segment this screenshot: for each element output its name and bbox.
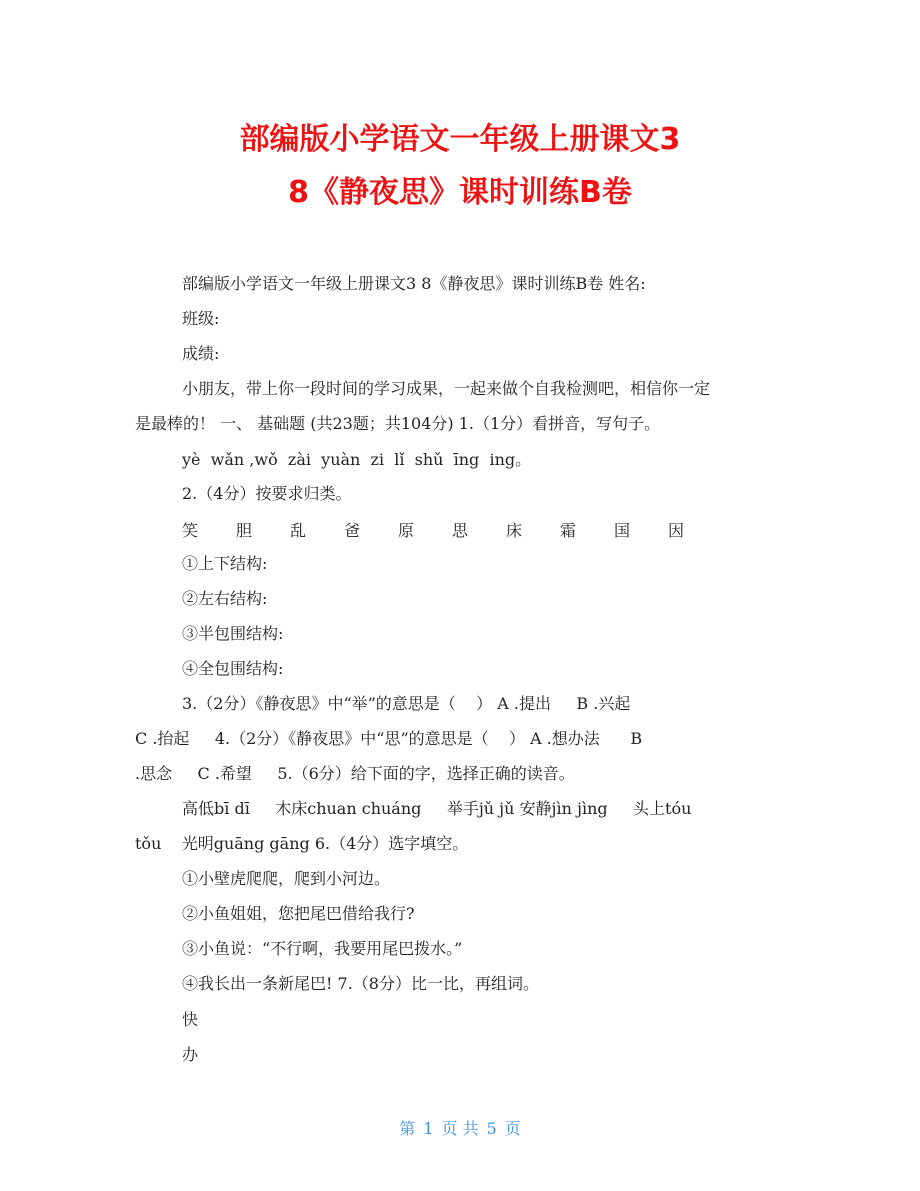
q2-char: 爸 <box>344 521 361 540</box>
q2-char: 笑 <box>182 521 199 540</box>
q6-item: ③小鱼说：“不行啊，我要用尾巴拨水。” <box>182 939 463 958</box>
q2-char: 思 <box>452 521 469 540</box>
q5-prompt-line: .思念 C .希望 5.（6分）给下面的字，选择正确的读音。 <box>135 764 575 783</box>
q5-options-line1: 高低bī dī 木床chuan chuáng 举手jǔ jǔ 安静jìn jìng 头上tóu <box>182 799 692 818</box>
q3-line: 3.（2分）《静夜思》中“举”的意思是（ ） A .提出 B .兴起 <box>182 694 631 713</box>
q1-pinyin: yè wǎn ,wǒ zài yuàn zi lǐ shǔ īng ing。 <box>182 450 532 469</box>
q6-item: ④我长出一条新尾巴! 7.（8分）比一比，再组词。 <box>182 974 539 993</box>
q4-line: C .抬起 4.（2分）《静夜思》中“思”的意思是（ ） A .想办法 B <box>135 729 643 748</box>
intro-line2: 是最棒的！ 一、 基础题 (共23题；共104分) 1.（1分）看拼音，写句子。 <box>135 414 661 433</box>
q2-item: ①上下结构: <box>182 554 268 573</box>
doc-info-line: 部编版小学语文一年级上册课文3 8《静夜思》课时训练B卷 姓名: <box>182 274 646 293</box>
q6-item: ①小壁虎爬爬，爬到小河边。 <box>182 869 391 888</box>
q2-char: 胆 <box>236 521 253 540</box>
q2-item: ③半包围结构: <box>182 624 284 643</box>
class-label: 班级: <box>182 309 220 328</box>
q2-item: ②左右结构: <box>182 589 268 608</box>
q2-char: 原 <box>398 521 415 540</box>
q2-char: 因 <box>668 521 685 540</box>
doc-title-line1: 部编版小学语文一年级上册课文3 <box>239 122 681 157</box>
score-label: 成绩: <box>182 344 220 363</box>
q7-char: 办 <box>182 1045 199 1064</box>
q2-item: ④全包围结构: <box>182 659 284 678</box>
q6-item: ②小鱼姐姐，您把尾巴借给我行? <box>182 904 415 923</box>
q2-prompt: 2.（4分）按要求归类。 <box>182 484 352 503</box>
footer-prefix: 第 <box>399 1119 416 1138</box>
q7-char: 快 <box>182 1010 199 1029</box>
intro-line1: 小朋友，带上你一段时间的学习成果，一起来做个自我检测吧，相信你一定 <box>182 379 711 398</box>
doc-title-line2: 8《静夜思》课时训练B卷 <box>288 175 632 210</box>
q2-char: 床 <box>506 521 523 540</box>
q2-char: 乱 <box>290 521 307 540</box>
page-footer <box>0 1116 920 1139</box>
q5-options-line2: tǒu 光明guāng gāng 6.（4分）选字填空。 <box>135 834 469 853</box>
page-total: 5 <box>486 1119 497 1138</box>
q2-char: 国 <box>614 521 631 540</box>
q2-char: 霜 <box>560 521 577 540</box>
footer-middle: 页 共 <box>441 1119 479 1138</box>
footer-suffix: 页 <box>504 1119 521 1138</box>
page-number: 1 <box>423 1119 434 1138</box>
